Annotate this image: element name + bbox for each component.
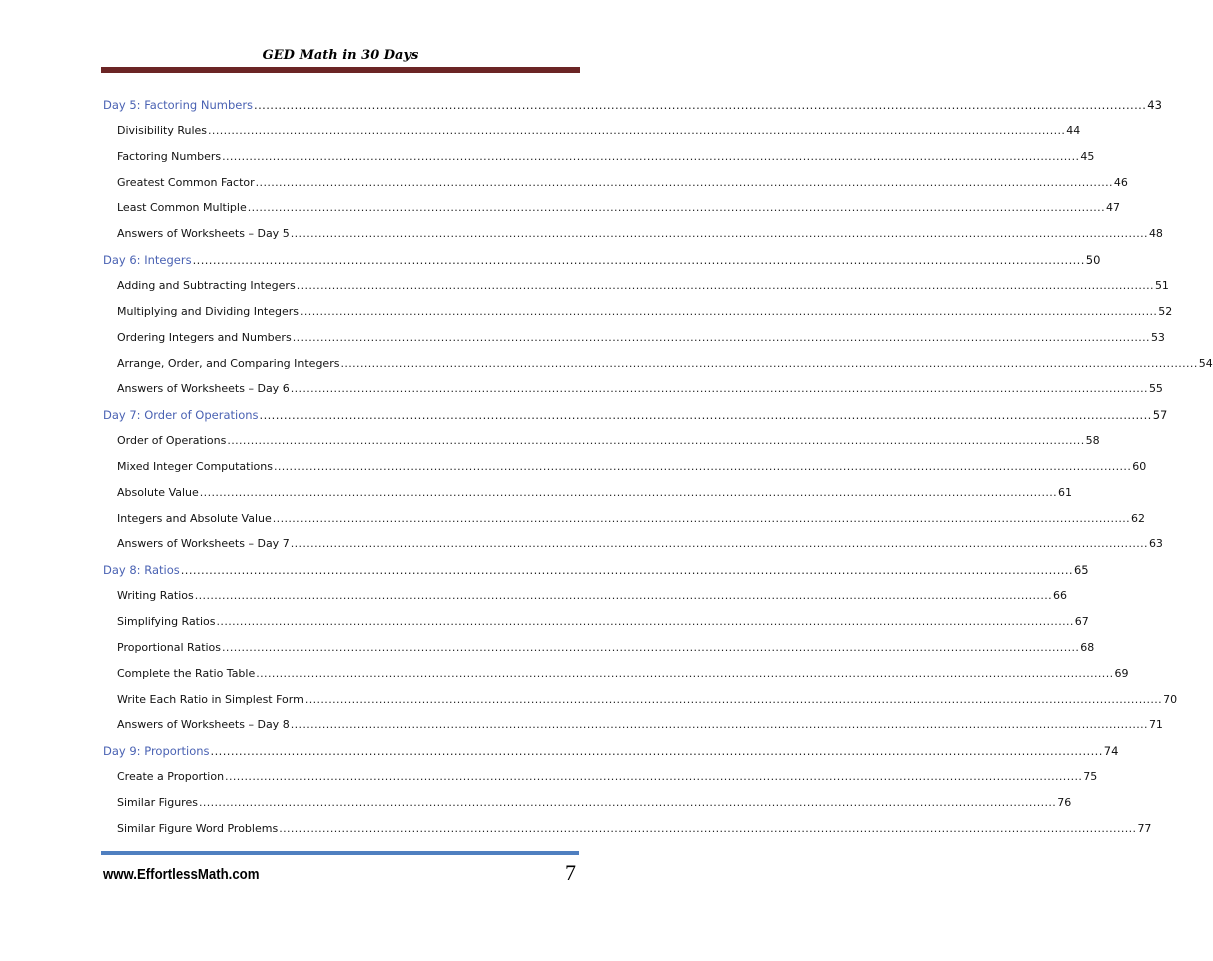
dot-leader: ............................................................................................................................................................................................................................ bbox=[216, 615, 1074, 628]
toc-entry-label: Greatest Common Factor bbox=[117, 175, 255, 189]
toc-entry-label: Write Each Ratio in Simplest Form bbox=[117, 692, 304, 706]
toc-entry-label: Divisibility Rules bbox=[117, 123, 208, 137]
toc-entry-page: 70 bbox=[1163, 692, 1178, 706]
toc-entry-page: 44 bbox=[1066, 123, 1081, 137]
toc-entry-page: 57 bbox=[1152, 408, 1168, 423]
toc-entry-page: 62 bbox=[1131, 511, 1146, 525]
toc-entry-page: 48 bbox=[1148, 227, 1163, 241]
toc-entry-label: Writing Ratios bbox=[117, 589, 194, 603]
dot-leader: ............................................................................................................................................................................................................................ bbox=[304, 692, 1163, 706]
toc-entry[interactable] bbox=[117, 325, 1165, 345]
toc-entry-page: 69 bbox=[1114, 666, 1129, 680]
toc-entry[interactable] bbox=[117, 118, 1081, 138]
toc-entry[interactable] bbox=[117, 428, 1100, 448]
toc-day-entry[interactable] bbox=[103, 402, 1168, 423]
toc-entry-page: 58 bbox=[1085, 434, 1100, 448]
dot-leader: ............................................................................................................................................................................................................................ bbox=[225, 770, 1083, 784]
toc-entry-page: 77 bbox=[1137, 821, 1152, 835]
toc-entry-page: 46 bbox=[1113, 175, 1128, 189]
toc-entry[interactable] bbox=[117, 195, 1120, 215]
dot-leader: ............................................................................................................................................................................................................................ bbox=[259, 408, 1152, 423]
toc-entry[interactable] bbox=[117, 273, 1169, 293]
toc-entry-page: 67 bbox=[1074, 615, 1089, 628]
toc-entry[interactable] bbox=[117, 480, 1073, 500]
toc-entry[interactable] bbox=[117, 144, 1095, 164]
toc-day-entry[interactable] bbox=[103, 557, 1089, 578]
toc-entry-page: 66 bbox=[1053, 589, 1068, 603]
toc-entry-page: 43 bbox=[1147, 98, 1162, 112]
dot-leader: ............................................................................................................................................................................................................................ bbox=[180, 563, 1073, 578]
dot-leader: ............................................................................................................................................................................................................................ bbox=[273, 459, 1132, 473]
toc-entry-label: Answers of Worksheets – Day 5 bbox=[117, 227, 290, 241]
toc-entry-page: 47 bbox=[1105, 201, 1120, 215]
toc-entry[interactable] bbox=[117, 635, 1095, 655]
toc-entry-page: 54 bbox=[1198, 356, 1213, 370]
toc-entry-label: Day 5: Factoring Numbers bbox=[103, 98, 254, 112]
toc-day-entry[interactable] bbox=[103, 738, 1119, 759]
toc-entry[interactable] bbox=[117, 764, 1098, 784]
dot-leader: ............................................................................................................................................................................................................................ bbox=[199, 485, 1058, 499]
toc-entry-page: 55 bbox=[1148, 382, 1163, 396]
toc-entry-page: 75 bbox=[1083, 770, 1098, 784]
toc-entry-label: Complete the Ratio Table bbox=[117, 666, 256, 680]
toc-entry[interactable] bbox=[117, 583, 1068, 603]
toc-entry-label: Arrange, Order, and Comparing Integers bbox=[117, 356, 340, 370]
toc-entry-page: 63 bbox=[1148, 537, 1163, 551]
toc-entry[interactable] bbox=[117, 609, 1089, 629]
toc-entry-page: 71 bbox=[1148, 718, 1163, 732]
toc-entry-page: 50 bbox=[1085, 253, 1101, 268]
toc-entry-label: Order of Operations bbox=[117, 434, 227, 448]
toc-entry[interactable] bbox=[117, 170, 1128, 190]
footer-rule bbox=[101, 851, 579, 855]
toc-entry-label: Absolute Value bbox=[117, 485, 199, 499]
dot-leader: ............................................................................................................................................................................................................................ bbox=[279, 821, 1137, 835]
dot-leader: ............................................................................................................................................................................................................................ bbox=[194, 589, 1053, 603]
header-rule bbox=[101, 67, 580, 73]
dot-leader: ............................................................................................................................................................................................................................ bbox=[208, 123, 1066, 137]
toc-day-entry[interactable] bbox=[103, 247, 1101, 268]
toc-entry-label: Multiplying and Dividing Integers bbox=[117, 304, 300, 318]
dot-leader: ............................................................................................................................................................................................................................ bbox=[255, 175, 1113, 189]
dot-leader: ............................................................................................................................................................................................................................ bbox=[300, 304, 1158, 318]
toc-entry[interactable] bbox=[117, 351, 1213, 371]
dot-leader: ............................................................................................................................................................................................................................ bbox=[222, 149, 1080, 163]
toc-entry-label: Day 9: Proportions bbox=[103, 744, 210, 759]
dot-leader: ............................................................................................................................................................................................................................ bbox=[290, 537, 1148, 551]
toc-entry-page: 76 bbox=[1057, 795, 1072, 809]
toc-entry[interactable] bbox=[117, 221, 1163, 241]
toc-entry-label: Mixed Integer Computations bbox=[117, 459, 273, 473]
dot-leader: ............................................................................................................................................................................................................................ bbox=[296, 278, 1154, 292]
toc-entry-label: Day 7: Order of Operations bbox=[103, 408, 259, 423]
dot-leader: ............................................................................................................................................................................................................................ bbox=[340, 356, 1198, 370]
dot-leader: ............................................................................................................................................................................................................................ bbox=[222, 640, 1080, 654]
running-header-title: GED Math in 30 Days bbox=[262, 48, 419, 63]
toc-entry-page: 74 bbox=[1103, 744, 1119, 759]
toc-entry[interactable] bbox=[117, 661, 1129, 681]
dot-leader: ............................................................................................................................................................................................................................ bbox=[272, 511, 1131, 525]
dot-leader: ............................................................................................................................................................................................................................ bbox=[198, 795, 1057, 809]
toc-entry-label: Adding and Subtracting Integers bbox=[117, 278, 296, 292]
toc-entry-page: 65 bbox=[1073, 563, 1089, 578]
toc-entry[interactable] bbox=[117, 299, 1173, 319]
toc-entry-label: Simplifying Ratios bbox=[117, 615, 216, 628]
toc-entry-page: 53 bbox=[1150, 330, 1165, 344]
toc-entry-label: Proportional Ratios bbox=[117, 640, 222, 654]
dot-leader: ............................................................................................................................................................................................................................ bbox=[290, 382, 1148, 396]
dot-leader: ............................................................................................................................................................................................................................ bbox=[292, 330, 1150, 344]
dot-leader: ............................................................................................................................................................................................................................ bbox=[254, 98, 1147, 112]
toc-entry[interactable] bbox=[117, 712, 1163, 732]
toc-entry[interactable] bbox=[117, 531, 1163, 551]
toc-entry[interactable] bbox=[117, 506, 1146, 526]
footer-website: www.EffortlessMath.com bbox=[103, 866, 260, 883]
toc-entry-label: Answers of Worksheets – Day 6 bbox=[117, 382, 290, 396]
toc-entry-page: 61 bbox=[1058, 485, 1073, 499]
dot-leader: ............................................................................................................................................................................................................................ bbox=[227, 434, 1085, 448]
dot-leader: ............................................................................................................................................................................................................................ bbox=[192, 253, 1085, 268]
dot-leader: ............................................................................................................................................................................................................................ bbox=[290, 718, 1148, 732]
toc-entry-label: Day 6: Integers bbox=[103, 253, 192, 268]
toc-entry-label: Create a Proportion bbox=[117, 770, 225, 784]
dot-leader: ............................................................................................................................................................................................................................ bbox=[210, 744, 1103, 759]
toc-entry[interactable] bbox=[117, 790, 1072, 810]
toc-day-entry[interactable] bbox=[103, 92, 1162, 112]
toc-entry-page: 51 bbox=[1154, 278, 1169, 292]
dot-leader: ............................................................................................................................................................................................................................ bbox=[256, 666, 1114, 680]
dot-leader: ............................................................................................................................................................................................................................ bbox=[247, 201, 1105, 215]
toc-entry[interactable] bbox=[117, 376, 1163, 396]
toc-entry-page: 52 bbox=[1158, 304, 1173, 318]
toc-entry-label: Factoring Numbers bbox=[117, 149, 222, 163]
toc-entry-label: Answers of Worksheets – Day 7 bbox=[117, 537, 290, 551]
dot-leader: ............................................................................................................................................................................................................................ bbox=[290, 227, 1148, 241]
toc-entry-page: 45 bbox=[1080, 149, 1095, 163]
toc-entry-page: 68 bbox=[1080, 640, 1095, 654]
toc-entry-label: Day 8: Ratios bbox=[103, 563, 180, 578]
toc-entry[interactable] bbox=[117, 687, 1178, 707]
toc-entry-label: Integers and Absolute Value bbox=[117, 511, 272, 525]
toc-entry-page: 60 bbox=[1132, 459, 1147, 473]
toc-entry-label: Ordering Integers and Numbers bbox=[117, 330, 292, 344]
toc-entry[interactable] bbox=[117, 454, 1147, 474]
toc-entry-label: Least Common Multiple bbox=[117, 201, 247, 215]
toc-entry[interactable] bbox=[117, 816, 1152, 836]
footer-page-number: 7 bbox=[565, 860, 576, 885]
toc-entry-label: Similar Figure Word Problems bbox=[117, 821, 279, 835]
toc-entry-label: Similar Figures bbox=[117, 795, 198, 809]
toc-entry-label: Answers of Worksheets – Day 8 bbox=[117, 718, 290, 732]
